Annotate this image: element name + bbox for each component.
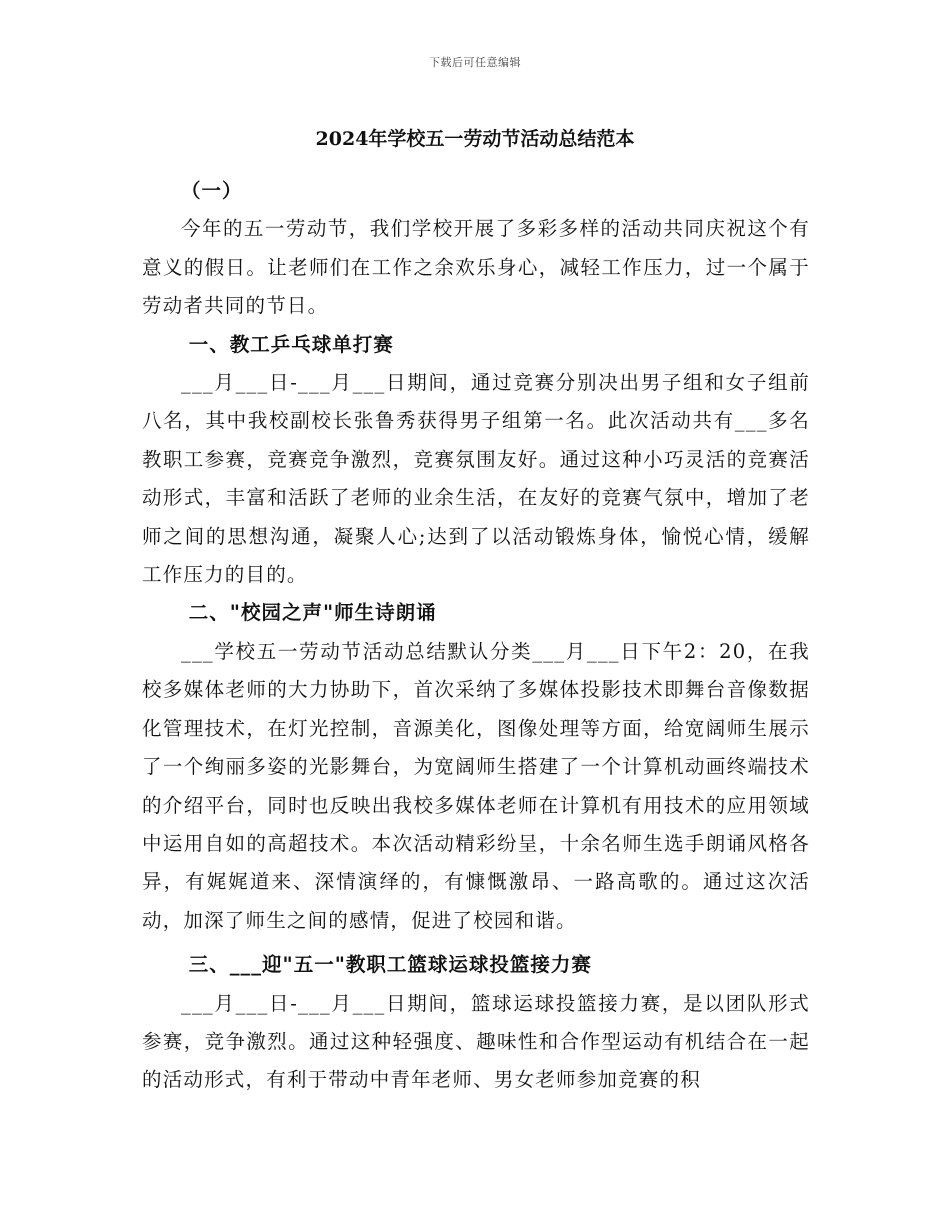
section-heading-3: 三、___迎"五一"教职工篮球运球投篮接力赛 — [188, 953, 592, 977]
document-title: 2024年学校五一劳动节活动总结范本 — [315, 128, 635, 150]
part-label: （一） — [181, 179, 243, 202]
section-heading-2: 二、"校园之声"师生诗朗诵 — [188, 601, 437, 625]
section-body-1: ___月___日-___月___日期间，通过竞赛分别决出男子组和女子组前八名，其中我校副校长张鲁秀获得男子组第一名。此次活动共有___多名教职工参赛，竞赛竞争激烈，竞赛氛围友好。通过这种小巧灵活的竞赛活动形式，丰富和活跃了老师的业余生活，在友好的竞赛气氛中，增加了老师之间的思想沟通，凝聚人心;达到了以活动锻炼身体，愉悦心情，缓解工作压力的目的。 — [142, 371, 810, 587]
section-heading-1: 一、教工乒乓球单打赛 — [188, 332, 394, 356]
section-body-2: ___学校五一劳动节活动总结默认分类___月___日下午2：20，在我校多媒体老师的大力协助下，首次采纳了多媒体投影技术即舞台音像数据化管理技术，在灯光控制，音源美化，图像处理等方面，给宽阔师生展示了一个绚丽多姿的光影舞台，为宽阔师生搭建了一个计算机动画终端技术的介绍平台，同时也反映出我校多媒体老师在计算机有用技术的应用领域中运用自如的高超技术。本次活动精彩纷呈，十余名师生选手朗诵风格各异，有娓娓道来、深情演绎的，有慷慨激昂、一路高歌的。通过这次活动，加深了师生之间的感情，促进了校园和谐。 — [142, 639, 810, 932]
page-header-note: 下载后可任意编辑 — [429, 56, 521, 69]
section-body-3: ___月___日-___月___日期间，篮球运球投篮接力赛，是以团队形式参赛，竞争激烈。通过这种轻强度、趣味性和合作型运动有机结合在一起的活动形式，有利于带动中青年老师、男女老师参加竞赛的积 — [142, 991, 810, 1092]
intro-paragraph: 今年的五一劳动节，我们学校开展了多彩多样的活动共同庆祝这个有意义的假日。让老师们在工作之余欢乐身心，减轻工作压力，过一个属于劳动者共同的节日。 — [142, 217, 810, 318]
document-body — [142, 172, 810, 1100]
